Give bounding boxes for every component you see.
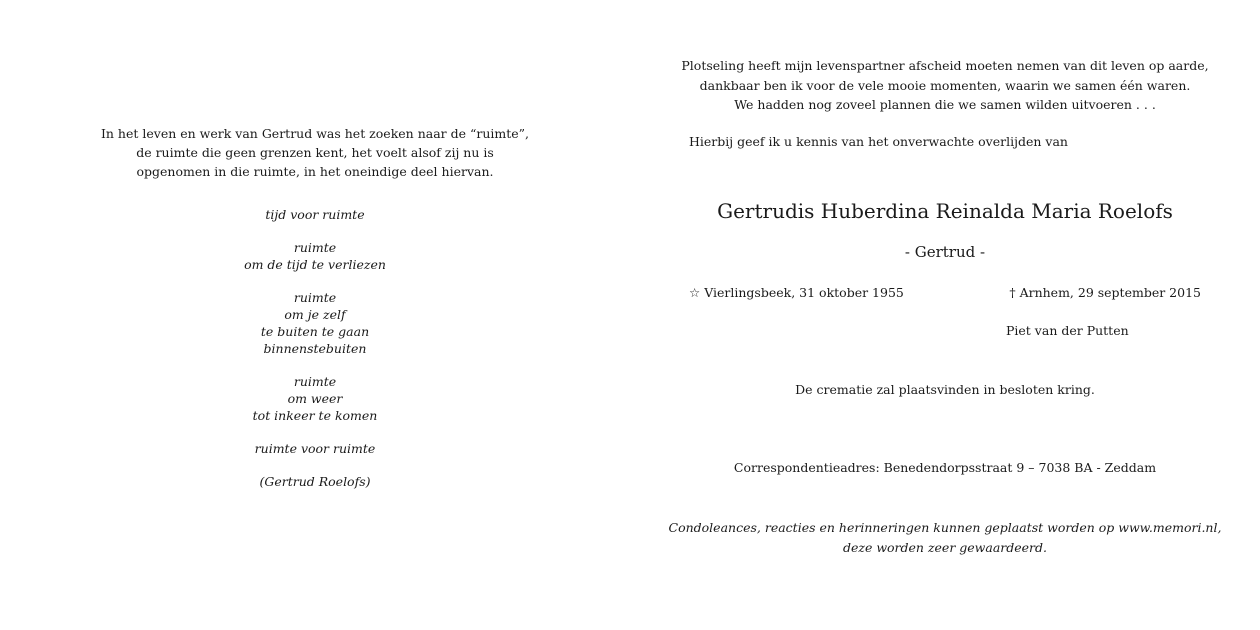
poem-credit: (Gertrud Roelofs)	[259, 474, 371, 489]
right-page	[630, 0, 1260, 630]
death-place-date: Arnhem, 29 september 2015	[1019, 285, 1201, 300]
cross-icon: †	[1009, 285, 1016, 300]
intro-line: opgenomen in die ruimte, in het oneindige deel hiervan.	[136, 164, 494, 179]
death-info	[1009, 285, 1201, 300]
poem-stanza	[0, 289, 630, 357]
intro-line: de ruimte die geen grenzen kent, het voelt alsof zij nu is	[136, 145, 494, 160]
birth-info	[689, 285, 904, 300]
opening-line: Plotseling heeft mijn levenspartner afscheid moeten nemen van dit leven op aarde,	[681, 58, 1209, 73]
partner-name: Piet van der Putten	[1006, 323, 1129, 338]
deceased-nickname: - Gertrud -	[904, 243, 986, 261]
condolences-line: deze worden zeer gewaardeerd.	[842, 539, 1048, 555]
poem-line: ruimte	[293, 374, 337, 389]
intro-line: In het leven en werk van Gertrud was het zoeken naar de “ruimte”,	[100, 126, 530, 141]
poem-line: om de tijd te verliezen	[244, 257, 386, 272]
poem-stanza	[0, 373, 630, 424]
condolences-line: Condoleances, reacties en herinneringen kunnen geplaatst worden op www.memori.nl,	[668, 520, 1222, 535]
correspondence-address: Correspondentieadres: Benedendorpsstraat 9 – 7038 BA - Zeddam	[733, 460, 1157, 475]
star-icon: ☆	[689, 285, 701, 300]
poem-stanza	[0, 440, 630, 457]
poem-line: om weer	[287, 391, 343, 406]
birth-place-date: Vierlingsbeek, 31 oktober 1955	[704, 285, 904, 300]
poem	[0, 206, 630, 490]
poem-line: tot inkeer te komen	[252, 408, 378, 423]
condolences-note	[630, 518, 1260, 557]
deceased-full-name: Gertrudis Huberdina Reinalda Maria Roelofs	[717, 199, 1173, 223]
poem-line: ruimte	[293, 290, 337, 305]
opening-text	[630, 56, 1260, 115]
poem-line: ruimte	[293, 240, 337, 255]
opening-line: We hadden nog zoveel plannen die we samen wilden uitvoeren . . .	[734, 97, 1156, 112]
intro-text	[0, 124, 630, 181]
poem-line: om je zelf	[284, 307, 346, 322]
poem-stanza	[0, 206, 630, 223]
poem-line: ruimte voor ruimte	[254, 441, 376, 456]
poem-line: tijd voor ruimte	[265, 207, 365, 222]
poem-line: te buiten te gaan	[260, 324, 370, 339]
cremation-notice: De crematie zal plaatsvinden in besloten kring.	[795, 382, 1095, 397]
announcement: Hierbij geef ik u kennis van het onverwachte overlijden van	[689, 134, 1068, 149]
opening-line: dankbaar ben ik voor de vele mooie momenten, waarin we samen één waren.	[699, 77, 1191, 93]
poem-stanza	[0, 239, 630, 273]
poem-line: binnenstebuiten	[263, 341, 367, 356]
